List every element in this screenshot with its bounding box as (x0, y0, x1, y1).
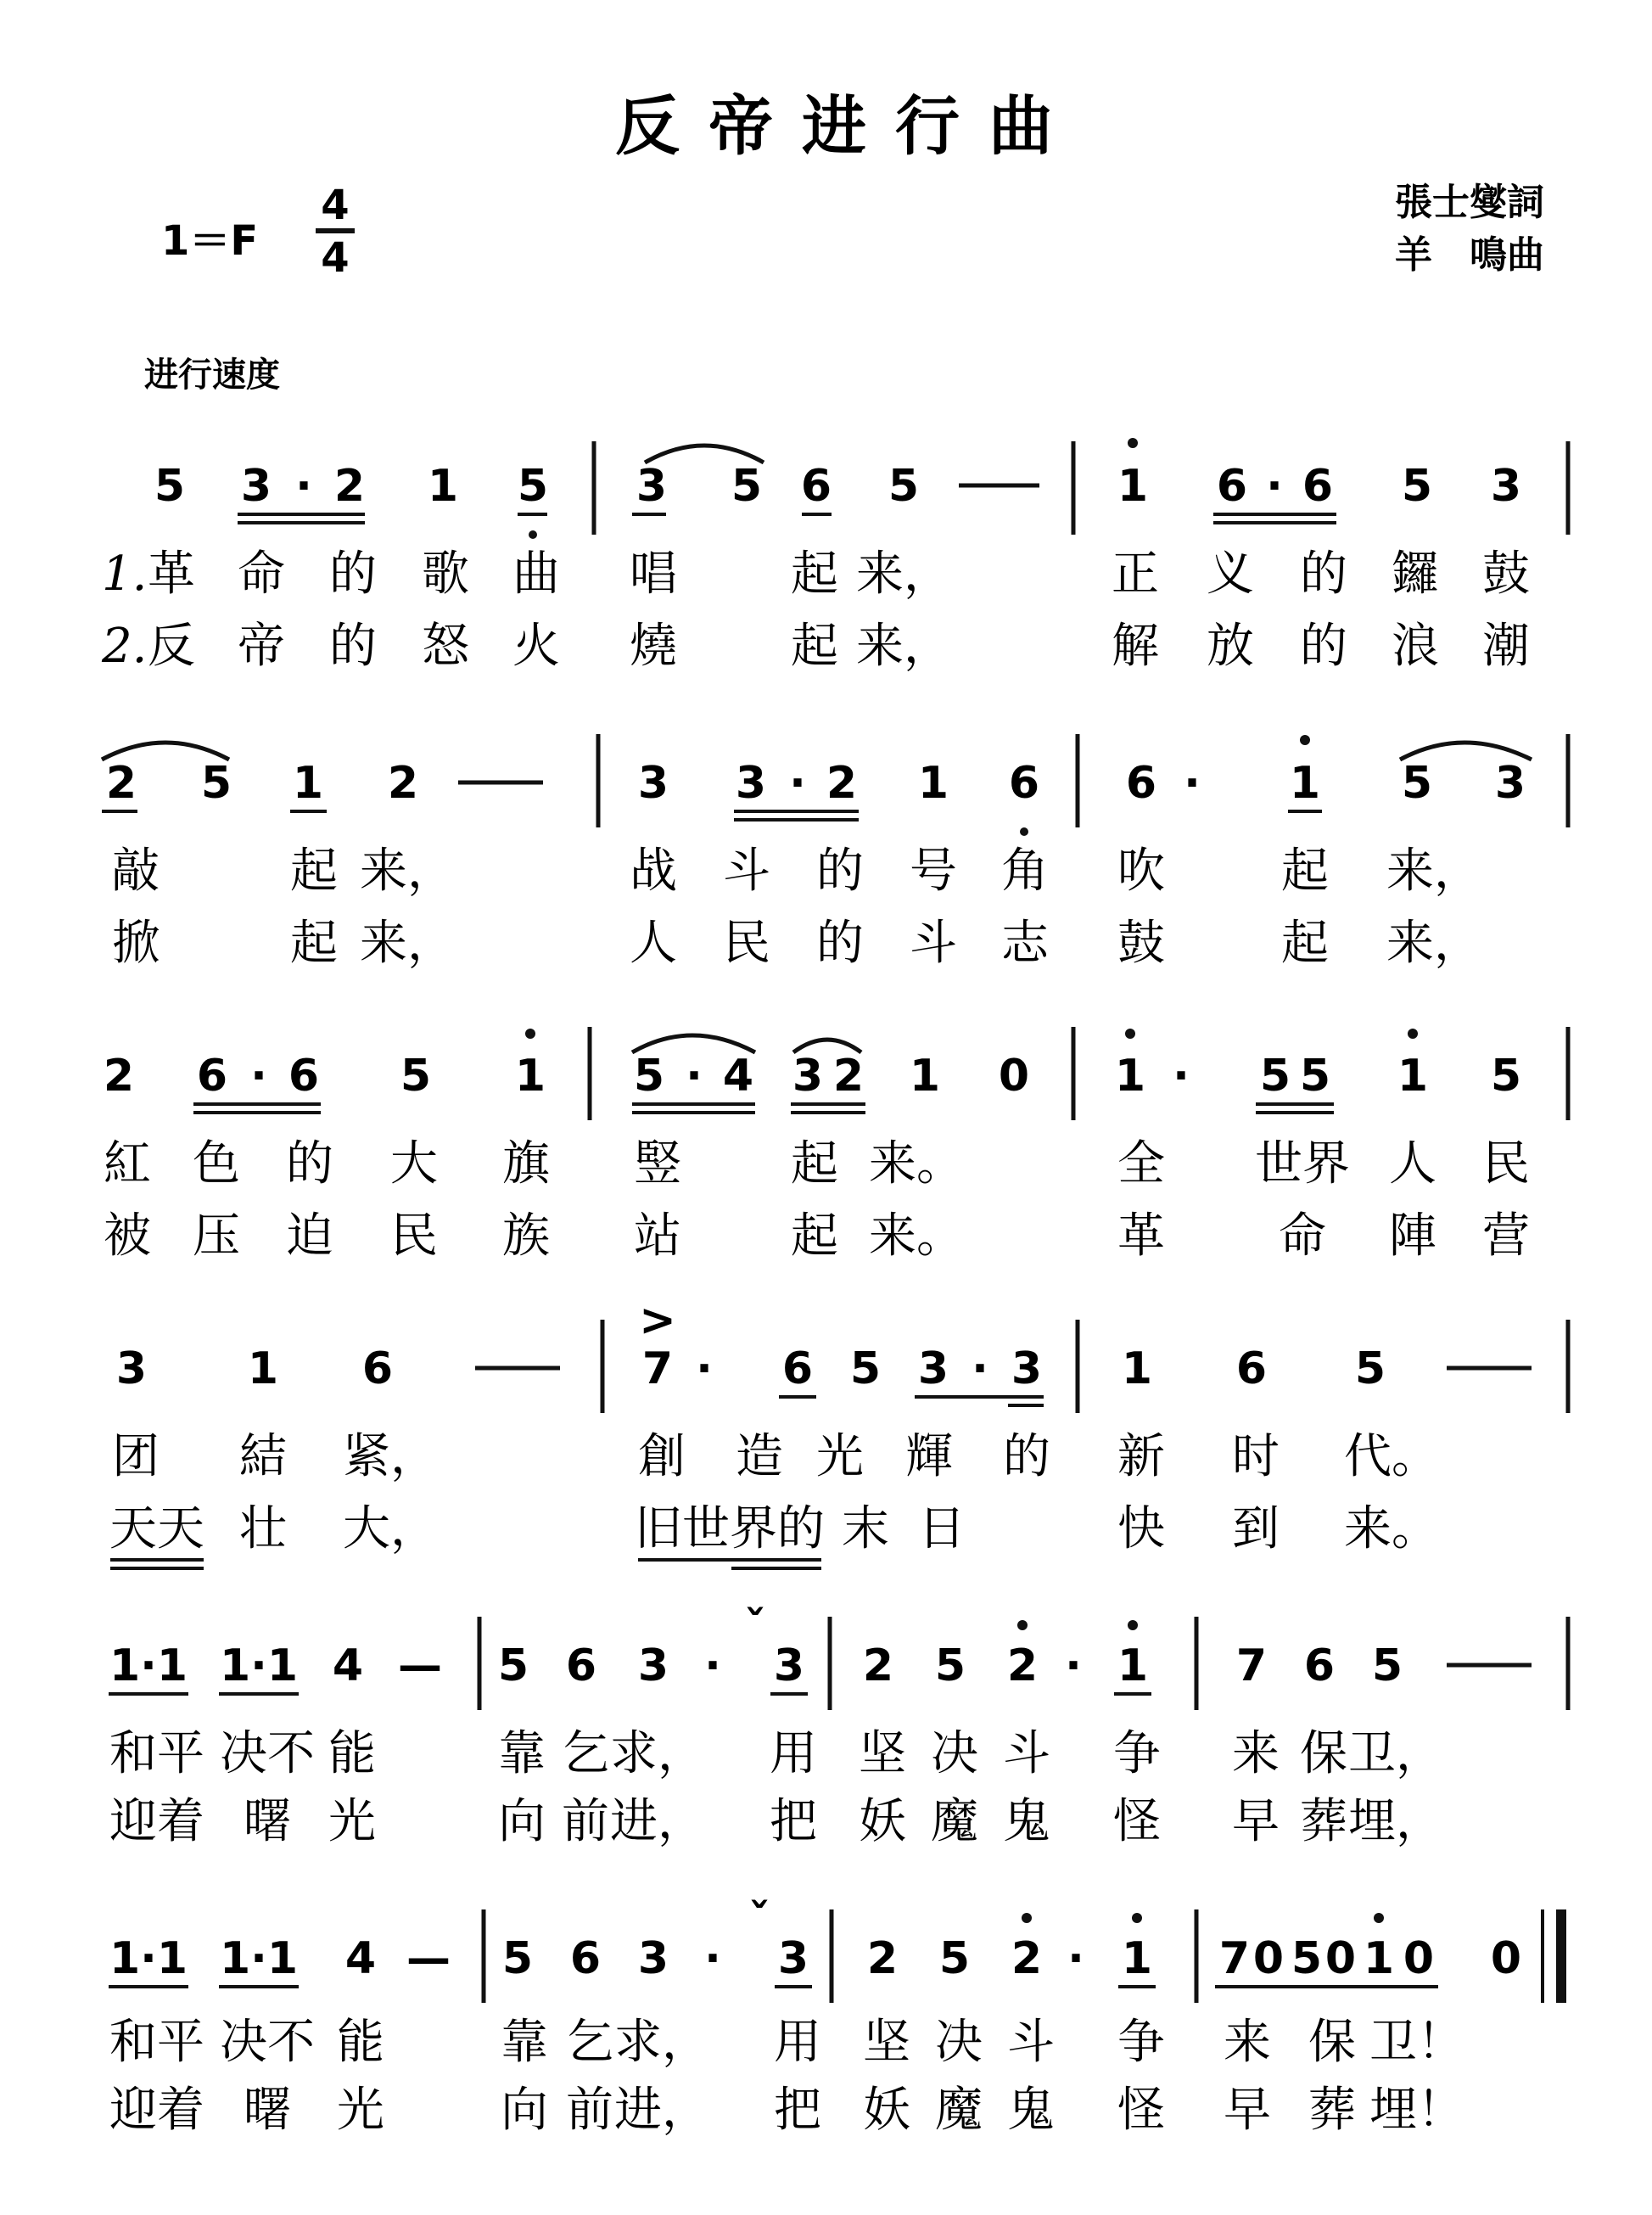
high-dot (1128, 1620, 1138, 1630)
lyric: 人 (630, 916, 677, 971)
lyric: 来。 (1344, 1501, 1439, 1556)
lyric: 把 (770, 1794, 817, 1849)
note: 6 (361, 1343, 394, 1394)
verse-number: 2. (102, 619, 148, 674)
lyric: 保 (1308, 2015, 1356, 2070)
note: 5 (517, 461, 549, 512)
lyric: 坚 (859, 1726, 906, 1781)
time-signature-numerator: 4 (321, 182, 350, 229)
note: 5 (938, 1933, 971, 1984)
note: 1 (1363, 1933, 1395, 1984)
lyric: 坚 (863, 2015, 910, 2070)
lyric: 营 (1482, 1208, 1530, 1264)
note: 1 (1121, 1343, 1153, 1394)
lyric: 的 (816, 844, 864, 899)
lyric: 紧， (343, 1429, 438, 1484)
high-dot (1132, 1913, 1142, 1923)
note: 6 (288, 1051, 320, 1102)
lyric: 鼓 (1117, 916, 1165, 971)
note: 4 (344, 1933, 377, 1984)
lyric: 民 (390, 1208, 438, 1264)
lyric: 志 (1001, 916, 1049, 971)
lyric: 到 (1232, 1501, 1280, 1556)
verse-number: 1. (102, 547, 148, 602)
lyric: 反 (148, 619, 195, 674)
note: 6 (196, 1051, 228, 1102)
lyric: 早 (1232, 1794, 1280, 1849)
note: 1 (1117, 1640, 1149, 1691)
note: 1 (1114, 1051, 1146, 1102)
lyric: 斗 (1003, 1726, 1050, 1781)
slur (102, 743, 229, 760)
note: 0 (998, 1051, 1030, 1102)
note: 6 (1008, 758, 1040, 809)
lyric: 人 (1389, 1136, 1436, 1192)
lyric: 革 (148, 547, 195, 602)
note: 5 (1401, 461, 1433, 512)
high-dot (1017, 1620, 1028, 1630)
lyric: 吹 (1117, 844, 1165, 899)
dash: — (406, 1933, 451, 1984)
note: 7 (641, 1343, 674, 1394)
note: 2 (105, 758, 137, 809)
lyric: 帝 (238, 619, 285, 674)
note: 1 (917, 758, 949, 809)
note: 5 (1259, 1051, 1291, 1102)
lyric: 能 (328, 1726, 376, 1781)
system-2 (102, 734, 1568, 971)
lyric: 放 (1207, 619, 1254, 674)
note: 5 (200, 758, 232, 809)
lyric: 浪 (1392, 619, 1439, 674)
note: 5 (731, 461, 763, 512)
note: 1·1 (109, 1640, 188, 1691)
note: 5 (1354, 1343, 1386, 1394)
lyric: 日 (918, 1501, 966, 1556)
lyric: 争 (1117, 2015, 1165, 2070)
lyric: 敲 (112, 844, 160, 899)
lyric: 和平 (109, 1726, 204, 1781)
lyric: 葬 (1300, 1794, 1347, 1849)
system-1 (101, 438, 1568, 674)
note: 6 (781, 1343, 814, 1394)
lyric: 代。 (1344, 1429, 1439, 1484)
lyric: 竪 (634, 1136, 681, 1192)
lyric: 起 (791, 547, 838, 602)
lyric: 起 (290, 916, 338, 971)
note: 3 (917, 1343, 949, 1394)
note: 6 (565, 1640, 597, 1691)
lyric: 的 (1300, 619, 1347, 674)
note: 3 (240, 461, 272, 512)
lyric: 被 (104, 1208, 151, 1264)
lyric: 怒 (422, 619, 469, 674)
lyric: 掀 (112, 916, 160, 971)
note: 5 (154, 461, 186, 512)
note: 3 (792, 1051, 824, 1102)
lyric: 旗 (502, 1136, 550, 1192)
low-dot (1020, 827, 1028, 836)
note: 2 (866, 1933, 899, 1984)
lyric: 大， (343, 1501, 438, 1556)
system-3 (104, 1027, 1568, 1264)
lyric: 命 (1279, 1208, 1326, 1264)
note: 3 (735, 758, 767, 809)
lyric: 世界 (1255, 1136, 1350, 1192)
lyric: 火 (512, 619, 560, 674)
lyric: 鼓 (1482, 547, 1530, 602)
note: 3 (115, 1343, 148, 1394)
note: 5 (497, 1640, 529, 1691)
lyric: 起 (791, 1208, 838, 1264)
lyric: 来 (1232, 1726, 1280, 1781)
lyric: 的 (1003, 1429, 1050, 1484)
lyric: 进， (610, 1794, 705, 1849)
lyric: 斗 (910, 916, 957, 971)
dot: · (686, 1051, 703, 1102)
note: 5 (934, 1640, 966, 1691)
dash: — (398, 1640, 442, 1691)
lyric: 的 (286, 1136, 333, 1192)
lyric: 新 (1117, 1429, 1165, 1484)
note: 5 (888, 461, 920, 512)
note: 6 (800, 461, 832, 512)
lyric: 和平 (109, 2015, 204, 2070)
dot: · (704, 1640, 721, 1691)
lyric: 正 (1112, 547, 1159, 602)
lyric: 决不 (220, 2015, 315, 2070)
slur (1400, 743, 1532, 760)
lyric: 鬼 (1003, 1794, 1050, 1849)
lyric: 早 (1224, 2083, 1271, 2138)
lyric: 义 (1207, 547, 1254, 602)
note: 3 (1011, 1343, 1043, 1394)
note: 2 (333, 461, 366, 512)
lyric: 来， (856, 619, 951, 674)
note: 7 (1218, 1933, 1251, 1984)
system-4 (109, 1295, 1568, 1568)
lyric: 争 (1113, 1726, 1161, 1781)
note: 5 (633, 1051, 665, 1102)
lyric: 卫！ (1369, 2015, 1464, 2070)
note: 0 (1403, 1933, 1435, 1984)
slur (632, 1035, 755, 1052)
lyric: 起 (290, 844, 338, 899)
lyric: 来。 (869, 1208, 964, 1264)
note: 5 (1490, 1051, 1522, 1102)
lyric: 决 (935, 2015, 983, 2070)
lyric: 前 (566, 2083, 613, 2138)
lyric: 命 (238, 547, 285, 602)
note: 6 (1302, 461, 1334, 512)
note: 2 (1011, 1933, 1043, 1984)
note: 5 (1401, 758, 1433, 809)
note: 1 (514, 1051, 546, 1102)
lyric: 末 (842, 1501, 889, 1556)
lyric: 天天 (109, 1501, 204, 1556)
lyric: 曙 (244, 2083, 291, 2138)
note: 6 (1235, 1343, 1268, 1394)
note: 6 (1303, 1640, 1336, 1691)
note: 2 (826, 758, 858, 809)
high-dot (1125, 1029, 1135, 1039)
lyric: 迫 (286, 1208, 333, 1264)
lyric: 迎着 (109, 2083, 204, 2138)
note: 6 (1125, 758, 1157, 809)
breath-mark: ˇ (744, 1602, 766, 1653)
lyric: 来， (360, 916, 455, 971)
high-dot (1374, 1913, 1384, 1923)
slur (645, 446, 764, 463)
lyric: 起 (791, 1136, 838, 1192)
lyric: 用 (774, 2015, 821, 2070)
lyric: 埋！ (1369, 2083, 1464, 2138)
lyric: 斗 (723, 844, 770, 899)
dot: · (1173, 1051, 1190, 1102)
lyric: 乞 (566, 2015, 613, 2070)
note: 3 (637, 1640, 669, 1691)
lyric: 进， (614, 2083, 709, 2138)
dot: · (696, 1343, 713, 1394)
lyric: 的 (816, 916, 864, 971)
dot: · (1067, 1933, 1084, 1984)
note: 5 (849, 1343, 882, 1394)
tempo-marking: 进行速度 (144, 355, 280, 395)
lyric: 唱 (630, 547, 677, 602)
note: 2 (832, 1051, 865, 1102)
lyric: 族 (502, 1208, 550, 1264)
composer-credit: 羊 鳴曲 (1395, 233, 1544, 277)
lyric: 旧世界的 (635, 1501, 825, 1556)
high-dot (1022, 1913, 1032, 1923)
time-signature-denominator: 4 (321, 234, 350, 282)
note: 4 (332, 1640, 364, 1691)
lyric: 妖 (863, 2083, 910, 2138)
lyric: 能 (337, 2015, 384, 2070)
note: 3 (777, 1933, 809, 1984)
note: 0 (1490, 1933, 1522, 1984)
lyric: 起 (1281, 844, 1329, 899)
lyric: 站 (634, 1208, 681, 1264)
note: 2 (103, 1051, 135, 1102)
lyric: 歌 (422, 547, 469, 602)
lyric: 来。 (869, 1136, 964, 1192)
lyric: 角 (1001, 844, 1049, 899)
note: 2 (1006, 1640, 1039, 1691)
high-dot (1128, 438, 1138, 448)
lyric: 光 (328, 1794, 376, 1849)
lyric: 的 (329, 619, 377, 674)
note: 1·1 (219, 1933, 299, 1984)
lyric: 战 (630, 844, 677, 899)
lyric: 决不 (220, 1726, 315, 1781)
lyric: 乞 (562, 1726, 609, 1781)
note: 1 (1117, 461, 1149, 512)
lyric: 决 (931, 1726, 978, 1781)
system-5 (109, 1602, 1568, 1849)
note: 7 (1235, 1640, 1268, 1691)
lyric: 求， (610, 1726, 705, 1781)
dot: · (789, 758, 806, 809)
high-dot (1300, 735, 1310, 745)
lyric: 求， (614, 2015, 709, 2070)
dot: · (1266, 461, 1283, 512)
system-6 (109, 1895, 1561, 2138)
lyric: 向 (501, 2083, 548, 2138)
lyric: 魔 (935, 2083, 983, 2138)
note: 1 (247, 1343, 279, 1394)
lyric: 把 (774, 2083, 821, 2138)
lyric: 妖 (859, 1794, 906, 1849)
dot: · (250, 1051, 267, 1102)
lyric: 魔 (931, 1794, 978, 1849)
note: 3 (1490, 461, 1522, 512)
lyric: 民 (1482, 1136, 1530, 1192)
lyric: 来， (1386, 916, 1481, 971)
note: 3 (773, 1640, 805, 1691)
lyric: 用 (770, 1726, 817, 1781)
lyric: 燒 (630, 619, 677, 674)
dot: · (972, 1343, 988, 1394)
lyric: 的 (329, 547, 377, 602)
lyric: 靠 (501, 2015, 548, 2070)
lyricist-credit: 張士燮詞 (1395, 181, 1544, 224)
lyric: 陣 (1389, 1208, 1436, 1264)
lyric: 壮 (239, 1501, 287, 1556)
note: 3 (636, 461, 668, 512)
lyric: 来， (856, 547, 951, 602)
lyric: 民 (723, 916, 770, 971)
song-title: 反帝进行曲 (615, 88, 1082, 164)
note: 0 (1252, 1933, 1285, 1984)
lyric: 光 (337, 2083, 384, 2138)
note: 1 (292, 758, 324, 809)
lyric: 时 (1232, 1429, 1280, 1484)
accent-mark: > (639, 1295, 676, 1346)
dot: · (1065, 1640, 1082, 1691)
lyric: 埋， (1348, 1794, 1443, 1849)
low-dot (529, 530, 537, 539)
lyric: 起 (791, 619, 838, 674)
lyric: 起 (1281, 916, 1329, 971)
lyric: 曙 (244, 1794, 291, 1849)
lyric: 来， (360, 844, 455, 899)
lyric: 号 (910, 844, 957, 899)
note: 1 (1289, 758, 1321, 809)
note: 1 (909, 1051, 941, 1102)
note: 5 (400, 1051, 432, 1102)
lyric: 向 (498, 1794, 546, 1849)
lyric: 全 (1117, 1136, 1165, 1192)
dot: · (295, 461, 312, 512)
note: 1 (1397, 1051, 1429, 1102)
note: 4 (722, 1051, 754, 1102)
note: 1·1 (219, 1640, 299, 1691)
lyric: 潮 (1482, 619, 1530, 674)
lyric: 怪 (1113, 1794, 1161, 1849)
note: 5 (1371, 1640, 1403, 1691)
breath-mark: ˇ (748, 1895, 770, 1946)
lyric: 大 (390, 1136, 438, 1192)
lyric: 造 (736, 1429, 783, 1484)
lyric: 团 (112, 1429, 160, 1484)
lyric: 解 (1112, 619, 1159, 674)
lyric: 保 (1300, 1726, 1347, 1781)
note: 3 (637, 758, 669, 809)
lyric: 革 (1117, 1208, 1165, 1264)
high-dot (1408, 1029, 1418, 1039)
note: 6 (569, 1933, 602, 1984)
note: 3 (637, 1933, 669, 1984)
note: 5 (1299, 1051, 1331, 1102)
note: 6 (1216, 461, 1248, 512)
dot: · (704, 1933, 721, 1984)
lyric: 鬼 (1007, 2083, 1055, 2138)
note: 2 (387, 758, 419, 809)
lyric: 創 (638, 1429, 686, 1484)
lyric: 来， (1386, 844, 1481, 899)
lyric: 怪 (1117, 2083, 1165, 2138)
lyric: 迎着 (109, 1794, 204, 1849)
lyric: 鑼 (1392, 547, 1439, 602)
lyric: 来 (1224, 2015, 1271, 2070)
key-signature: 1＝F (161, 217, 259, 265)
note: 5 (1291, 1933, 1323, 1984)
lyric: 結 (239, 1429, 287, 1484)
lyric: 葬 (1308, 2083, 1356, 2138)
lyric: 紅 (104, 1136, 151, 1192)
lyric: 光 (816, 1429, 864, 1484)
lyric: 卫， (1348, 1726, 1443, 1781)
note: 5 (501, 1933, 534, 1984)
note: 1 (1121, 1933, 1153, 1984)
lyric: 的 (1300, 547, 1347, 602)
lyric: 前 (562, 1794, 609, 1849)
lyric: 快 (1117, 1501, 1165, 1556)
note: 1·1 (109, 1933, 188, 1984)
note: 1 (427, 461, 459, 512)
lyric: 靠 (498, 1726, 546, 1781)
high-dot (525, 1029, 535, 1039)
note: 3 (1494, 758, 1526, 809)
lyric: 色 (193, 1136, 240, 1192)
lyric: 斗 (1007, 2015, 1055, 2070)
lyric: 曲 (512, 547, 560, 602)
dot: · (1184, 758, 1201, 809)
lyric: 压 (193, 1208, 240, 1264)
note: 0 (1324, 1933, 1357, 1984)
note: 2 (862, 1640, 894, 1691)
lyric: 輝 (905, 1429, 953, 1484)
